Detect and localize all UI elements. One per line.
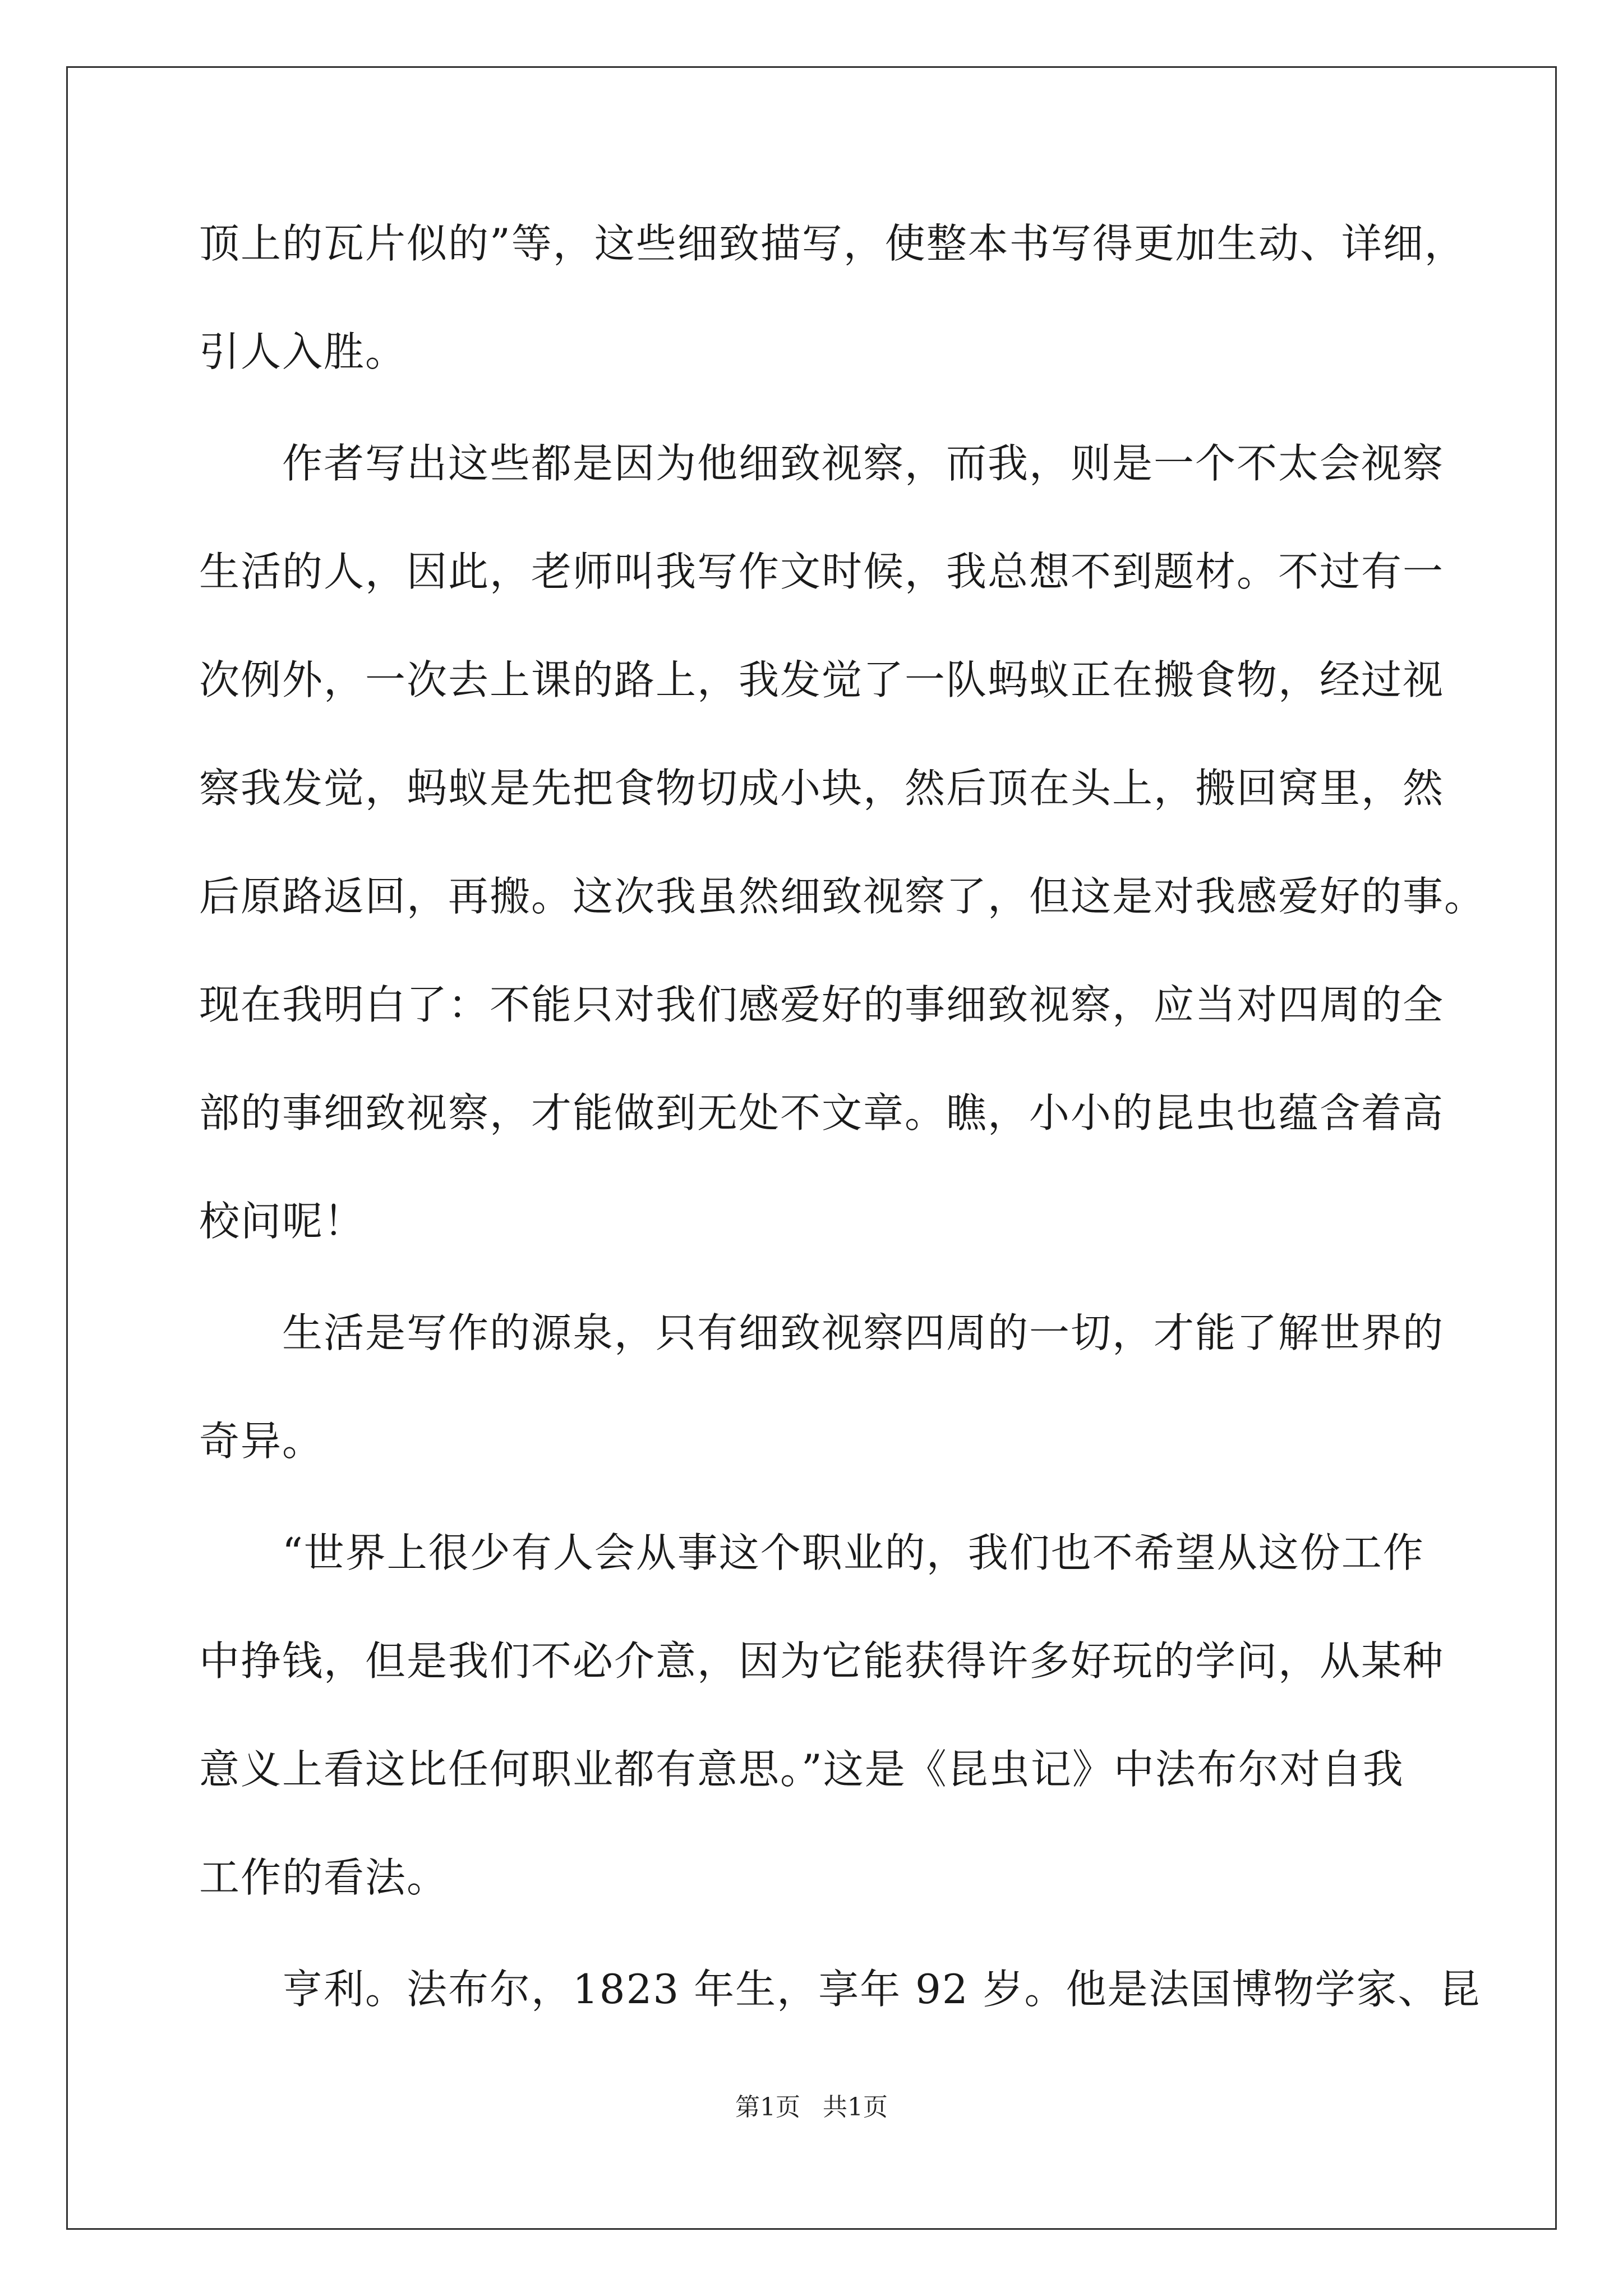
text-line: 工作的看法。 [199, 1854, 449, 1901]
paragraph-1 [199, 190, 1466, 406]
text-line: 生活是写作的源泉，只有细致视察四周的一切，才能了解世界的 [199, 1309, 1445, 1356]
text-line: 作者写出这些都是因为他细致视察，而我，则是一个不太会视察 [199, 440, 1445, 487]
text-line: 部的事细致视察，才能做到无处不文章。瞧，小小的昆虫也蕴含着高 [199, 1089, 1445, 1137]
text-line: 顶上的瓦片似的”等，这些细致描写，使整本书写得更加生动、详细， [199, 220, 1466, 267]
page-number-current: 第1页 [735, 2093, 800, 2122]
text-line: 现在我明白了：不能只对我们感爱好的事细致视察，应当对四周的全 [199, 981, 1445, 1028]
paragraph-2 [199, 409, 1486, 1276]
text-line: 校问呢！ [199, 1198, 366, 1245]
text-line: 生活的人，因此，老师叫我写作文时候，我总想不到题材。不过有一 [199, 548, 1445, 595]
paragraph-5 [199, 1935, 1481, 2044]
page-footer [0, 2087, 1623, 2123]
page-number-total: 共1页 [823, 2093, 888, 2122]
paragraph-3 [199, 1279, 1445, 1496]
text-line: 后原路返回，再搬。这次我虽然细致视察了，但这是对我感爱好的事。 [199, 873, 1486, 920]
text-line: 中挣钱，但是我们不必介意，因为它能获得许多好玩的学问，从某种 [199, 1637, 1445, 1685]
paragraph-4 [199, 1499, 1445, 1932]
text-line: 引人入胜。 [199, 328, 407, 375]
text-line: 次例外，一次去上课的路上，我发觉了一队蚂蚁正在搬食物，经过视 [199, 656, 1445, 703]
text-line: 意义上看这比任何职业都有意思。”这是《昆虫记》中法布尔对自我 [199, 1746, 1404, 1793]
text-line: 察我发觉，蚂蚁是先把食物切成小块，然后顶在头上，搬回窝里，然 [199, 765, 1445, 812]
document-body [199, 190, 1486, 2044]
text-line: 奇异。 [199, 1418, 324, 1465]
text-line: 亨利。法布尔，1823 年生，享年 92 岁。他是法国博物学家、昆 [199, 1966, 1481, 2013]
text-line: “世界上很少有人会从事这个职业的，我们也不希望从这份工作 [199, 1529, 1424, 1576]
